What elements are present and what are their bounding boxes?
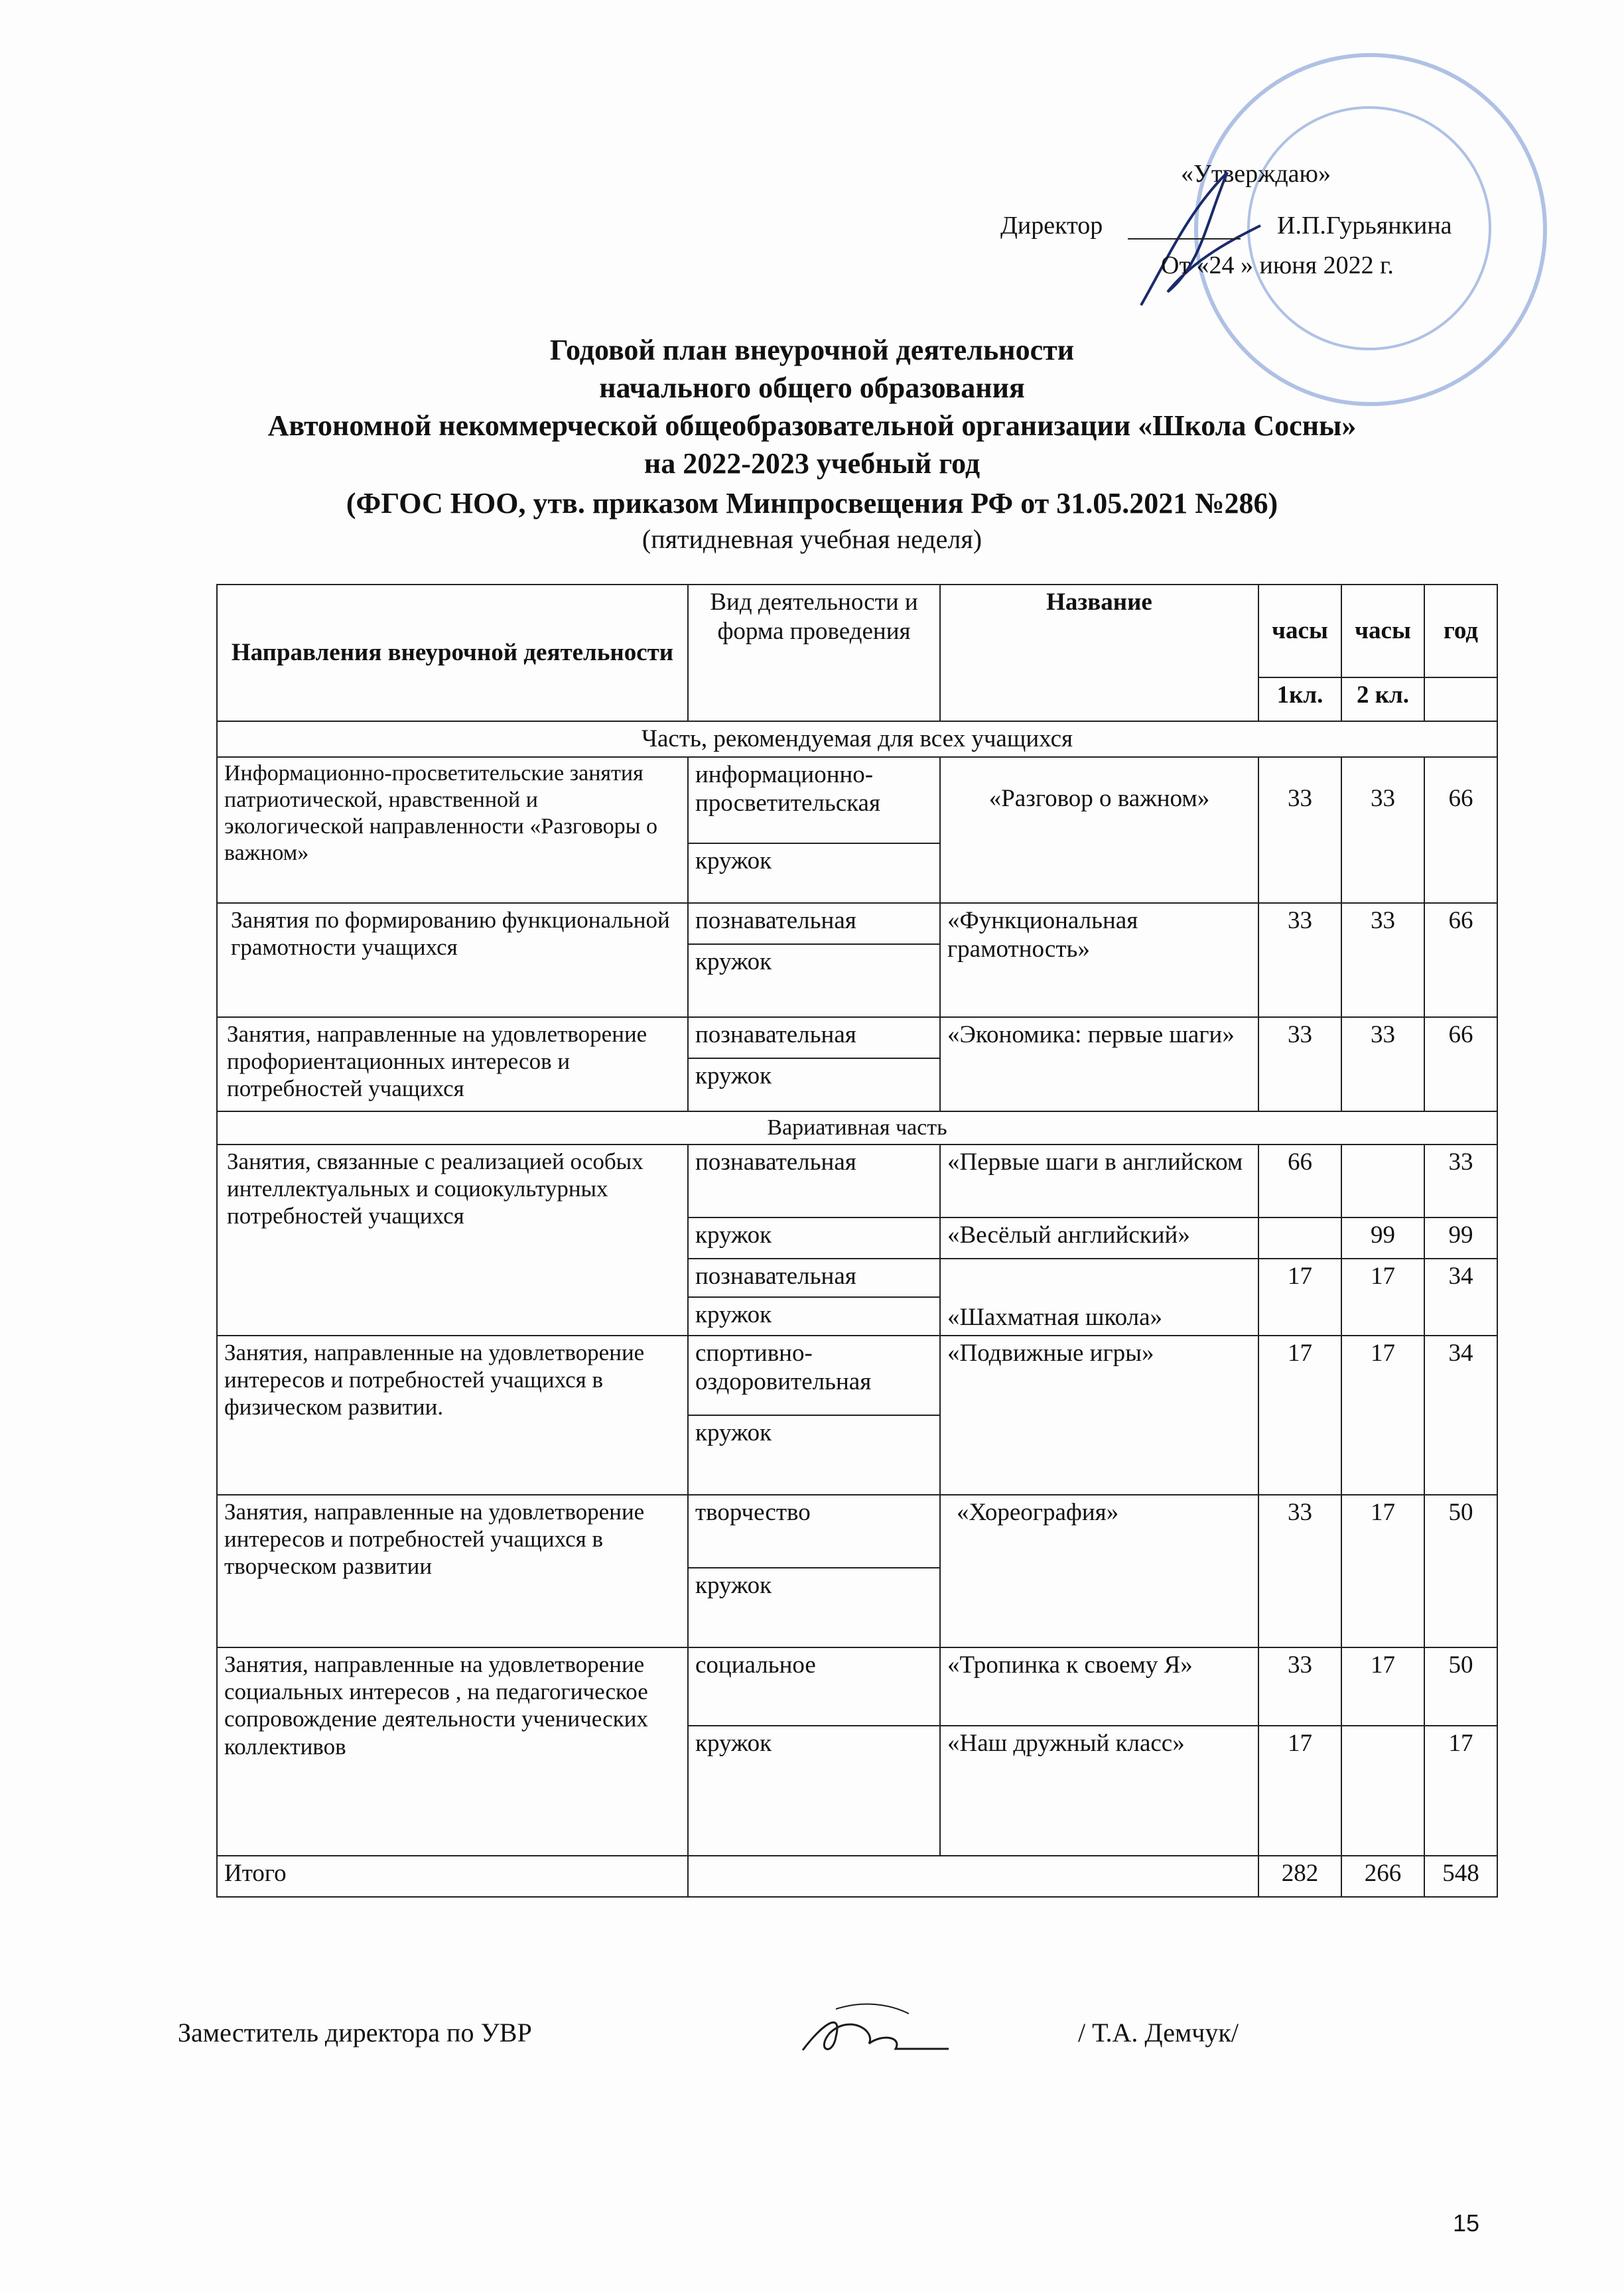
- doc-title-line1: Годовой план внеурочной деятельности: [549, 334, 1075, 366]
- kind-cell: кружок: [688, 1217, 940, 1259]
- director-label: Директор: [1000, 212, 1103, 240]
- page-number: 15: [1453, 2209, 1480, 2237]
- year-cell: 34: [1424, 1259, 1497, 1336]
- name-cell: «Шахматная школа»: [940, 1259, 1258, 1336]
- kind-cell: кружок: [688, 843, 940, 903]
- hours1-cell: 17: [1258, 1259, 1341, 1336]
- header-grade-1: 1кл.: [1258, 677, 1341, 721]
- kind-cell: познавательная: [688, 1017, 940, 1058]
- header-hours-2: часы: [1341, 585, 1424, 677]
- doc-title-line2: начального общего образования: [599, 372, 1025, 404]
- direction-cell: Занятия по формированию функциональной грамотности учащихся: [217, 903, 688, 1017]
- year-cell: 66: [1424, 1017, 1497, 1111]
- hours2-cell: 33: [1341, 1017, 1424, 1111]
- year-cell: 66: [1424, 903, 1497, 1017]
- kind-cell: познавательная: [688, 1259, 940, 1297]
- direction-cell: Занятия, направленные на удовлетворение профориентационных интересов и потребностей учащихся: [217, 1017, 688, 1111]
- total-label: Итого: [217, 1856, 688, 1897]
- hours2-cell: 99: [1341, 1217, 1424, 1259]
- activity-plan-table: [216, 584, 1498, 1898]
- deputy-name: / Т.А. Демчук/: [1078, 2018, 1239, 2048]
- section-row: [217, 721, 1497, 757]
- table-row: [217, 1495, 1497, 1568]
- hours1-cell: 33: [1258, 1495, 1341, 1647]
- section-row: [217, 1111, 1497, 1145]
- doc-title-line3: Автономной некоммерческой общеобразовательной организации «Школа Сосны»: [267, 409, 1357, 442]
- approval-date: От «24 » июня 2022 г.: [1161, 251, 1394, 279]
- director-name: И.П.Гурьянкина: [1277, 212, 1452, 240]
- total-hours1: 282: [1258, 1856, 1341, 1897]
- hours1-cell: 17: [1258, 1336, 1341, 1495]
- hours2-cell: 17: [1341, 1495, 1424, 1647]
- year-cell: 50: [1424, 1647, 1497, 1726]
- kind-cell: социальное: [688, 1647, 940, 1726]
- hours2-cell: 33: [1341, 903, 1424, 1017]
- total-year: 548: [1424, 1856, 1497, 1897]
- name-cell: «Разговор о важном»: [940, 757, 1258, 903]
- hours1-cell: [1258, 1217, 1341, 1259]
- hours1-cell: 66: [1258, 1145, 1341, 1217]
- hours2-cell: [1341, 1145, 1424, 1217]
- hours2-cell: [1341, 1726, 1424, 1856]
- approval-heading: «Утверждаю»: [1181, 160, 1331, 188]
- kind-cell: спортивно-оздоровительная: [688, 1336, 940, 1415]
- hours1-cell: 17: [1258, 1726, 1341, 1856]
- hours2-cell: 17: [1341, 1259, 1424, 1336]
- total-row: [217, 1856, 1497, 1897]
- name-cell: «Функциональная грамотность»: [940, 903, 1258, 1017]
- kind-cell: информационно-просветительская: [688, 757, 940, 843]
- hours1-cell: 33: [1258, 1017, 1341, 1111]
- hours1-cell: 33: [1258, 903, 1341, 1017]
- header-direction: Направления внеурочной деятельности: [217, 585, 688, 721]
- direction-cell: Занятия, направленные на удовлетворение интересов и потребностей учащихся в физическом развитии.: [217, 1336, 688, 1495]
- name-cell: «Первые шаги в английском: [940, 1145, 1258, 1217]
- year-cell: 33: [1424, 1145, 1497, 1217]
- header-name: Название: [940, 585, 1258, 721]
- direction-cell: Занятия, направленные на удовлетворение социальных интересов , на педагогическое сопровождение деятельности ученических коллективов: [217, 1647, 688, 1856]
- hours1-cell: 33: [1258, 1647, 1341, 1726]
- year-cell: 17: [1424, 1726, 1497, 1856]
- director-signature: [1128, 159, 1274, 318]
- doc-title-line5: (ФГОС НОО, утв. приказом Минпросвещения РФ от 31.05.2021 №286): [346, 487, 1278, 520]
- deputy-label: Заместитель директора по УВР: [178, 2018, 532, 2048]
- year-cell: 50: [1424, 1495, 1497, 1647]
- table-row: [217, 1145, 1497, 1217]
- header-empty: [1424, 677, 1497, 721]
- header-year: год: [1424, 585, 1497, 677]
- kind-cell: кружок: [688, 1415, 940, 1495]
- doc-title-line4: на 2022-2023 учебный год: [643, 447, 981, 480]
- total-hours2: 266: [1341, 1856, 1424, 1897]
- name-cell: «Наш дружный класс»: [940, 1726, 1258, 1856]
- name-cell: «Тропинка к своему Я»: [940, 1647, 1258, 1726]
- header-kind: Вид деятельности и форма проведения: [688, 585, 940, 721]
- table-row: [217, 757, 1497, 843]
- deputy-signature: [796, 1997, 955, 2070]
- header-hours-1: часы: [1258, 585, 1341, 677]
- year-cell: 66: [1424, 757, 1497, 903]
- year-cell: 99: [1424, 1217, 1497, 1259]
- table-row: [217, 1017, 1497, 1058]
- table-header-row: [217, 585, 1497, 677]
- table-row: [217, 1336, 1497, 1415]
- name-cell: «Хореография»: [940, 1495, 1258, 1647]
- hours2-cell: 17: [1341, 1336, 1424, 1495]
- kind-cell: кружок: [688, 1058, 940, 1111]
- name-cell: «Весёлый английский»: [940, 1217, 1258, 1259]
- kind-cell: кружок: [688, 944, 940, 1017]
- kind-cell: кружок: [688, 1568, 940, 1647]
- kind-cell: кружок: [688, 1297, 940, 1336]
- direction-cell: Информационно-просветительские занятия патриотической, нравственной и экологической направленности «Разговоры о важном»: [217, 757, 688, 903]
- header-grade-2: 2 кл.: [1341, 677, 1424, 721]
- direction-cell: Занятия, связанные с реализацией особых интеллектуальных и социокультурных потребностей учащихся: [217, 1145, 688, 1336]
- kind-cell: кружок: [688, 1726, 940, 1856]
- section-recommended: Часть, рекомендуемая для всех учащихся: [217, 721, 1497, 757]
- doc-subtitle: (пятидневная учебная неделя): [642, 524, 982, 554]
- table-row: [217, 1647, 1497, 1726]
- section-variative: Вариативная часть: [217, 1111, 1497, 1145]
- name-cell: «Подвижные игры»: [940, 1336, 1258, 1495]
- kind-cell: творчество: [688, 1495, 940, 1568]
- name-cell: «Экономика: первые шаги»: [940, 1017, 1258, 1111]
- direction-cell: Занятия, направленные на удовлетворение интересов и потребностей учащихся в творческом развитии: [217, 1495, 688, 1647]
- kind-cell: познавательная: [688, 903, 940, 944]
- hours2-cell: 33: [1341, 757, 1424, 903]
- kind-cell: познавательная: [688, 1145, 940, 1217]
- hours1-cell: 33: [1258, 757, 1341, 903]
- total-empty: [688, 1856, 1258, 1897]
- year-cell: 34: [1424, 1336, 1497, 1495]
- table-row: [217, 903, 1497, 944]
- hours2-cell: 17: [1341, 1647, 1424, 1726]
